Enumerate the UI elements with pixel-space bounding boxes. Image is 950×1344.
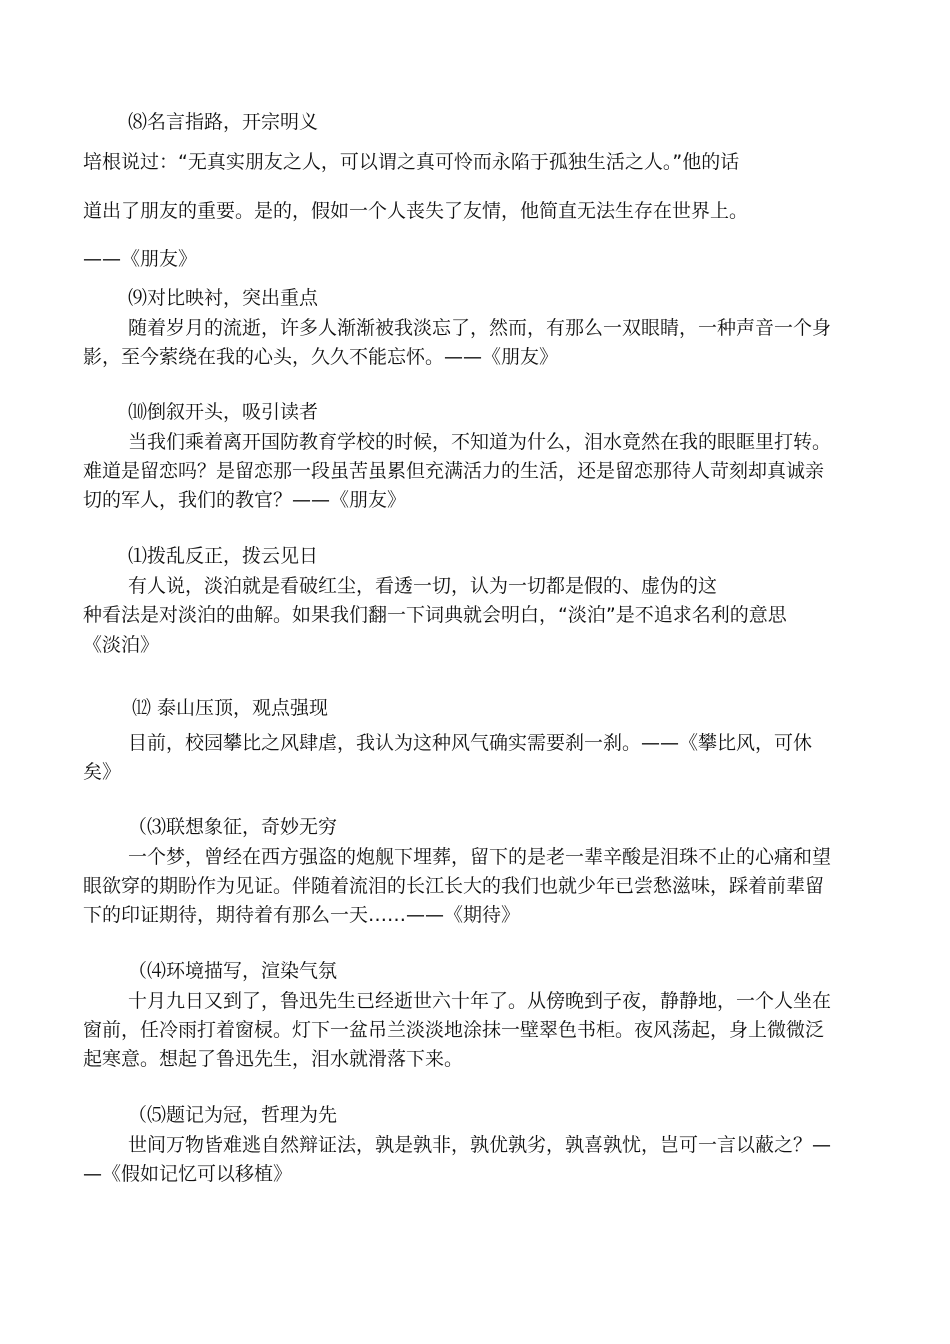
paragraph-line: 世间万物皆难逃自然辩证法，孰是孰非，孰优孰劣，孰喜孰忧，岂可一言以蔽之？— xyxy=(128,1134,832,1156)
section-heading: （⑸题记为冠，哲理为先 xyxy=(128,1104,338,1126)
paragraph-line: 影，至今萦绕在我的心头，久久不能忘怀。——《朋友》 xyxy=(83,346,559,368)
source-citation: ——《朋友》 xyxy=(83,248,198,270)
paragraph-line: 下的印证期待，期待着有那么一天……——《期待》 xyxy=(83,904,521,926)
paragraph-line: 培根说过：“无真实朋友之人，可以谓之真可怜而永陷于孤独生活之人。”他的话 xyxy=(83,151,740,173)
source-citation: 《淡泊》 xyxy=(83,634,160,656)
paragraph-line: 目前，校园攀比之风肆虐，我认为这种风气确实需要刹一刹。——《攀比风，可休 xyxy=(128,732,813,754)
section-heading: ⑻名言指路，开宗明义 xyxy=(128,111,319,133)
paragraph-line: 有人说，淡泊就是看破红尘，看透一切，认为一切都是假的、虚伪的这 xyxy=(128,575,718,597)
section-heading: ⑼对比映衬，突出重点 xyxy=(128,287,319,309)
paragraph-line: 难道是留恋吗？是留恋那一段虽苦虽累但充满活力的生活，还是留恋那待人苛刻却真诚亲 xyxy=(83,460,825,482)
source-citation: —《假如记忆可以移植》 xyxy=(83,1163,293,1185)
paragraph-line: 窗前，任冷雨打着窗棂。灯下一盆吊兰淡淡地涂抹一壁翠色书柜。夜风荡起，身上微微泛 xyxy=(83,1019,825,1041)
section-heading: （⑷环境描写，渲染气氛 xyxy=(128,960,338,982)
paragraph-line: 道出了朋友的重要。是的，假如一个人丧失了友情，他简直无法生存在世界上。 xyxy=(83,200,749,222)
paragraph-line: 种看法是对淡泊的曲解。如果我们翻一下词典就会明白，“淡泊”是不追求名利的意思 xyxy=(83,604,787,626)
section-heading: ⑿ 泰山压顶，观点强现 xyxy=(132,697,329,719)
section-heading: （⑶联想象征，奇妙无穷 xyxy=(128,816,338,838)
paragraph-line: 一个梦，曾经在西方强盗的炮舰下埋葬，留下的是老一辈辛酸是泪珠不止的心痛和望 xyxy=(128,846,832,868)
section-heading: ⑴拨乱反正，拨云见日 xyxy=(128,545,319,567)
paragraph-line: 眼欲穿的期盼作为见证。伴随着流泪的长江长大的我们也就少年已尝愁滋味，踩着前辈留 xyxy=(83,875,825,897)
paragraph-line: 起寒意。想起了鲁迅先生，泪水就滑落下来。 xyxy=(83,1048,464,1070)
paragraph-line: 矣》 xyxy=(83,761,122,783)
paragraph-line: 当我们乘着离开国防教育学校的时候，不知道为什么，泪水竟然在我的眼眶里打转。 xyxy=(128,431,832,453)
paragraph-line: 切的军人，我们的教官？——《朋友》 xyxy=(83,489,407,511)
section-heading: ⑽倒叙开头，吸引读者 xyxy=(128,401,319,423)
paragraph-line: 十月九日又到了，鲁迅先生已经逝世六十年了。从傍晚到子夜，静静地，一个人坐在 xyxy=(128,990,832,1012)
paragraph-line: 随着岁月的流逝，许多人渐渐被我淡忘了，然而，有那么一双眼睛，一种声音一个身 xyxy=(128,317,832,339)
